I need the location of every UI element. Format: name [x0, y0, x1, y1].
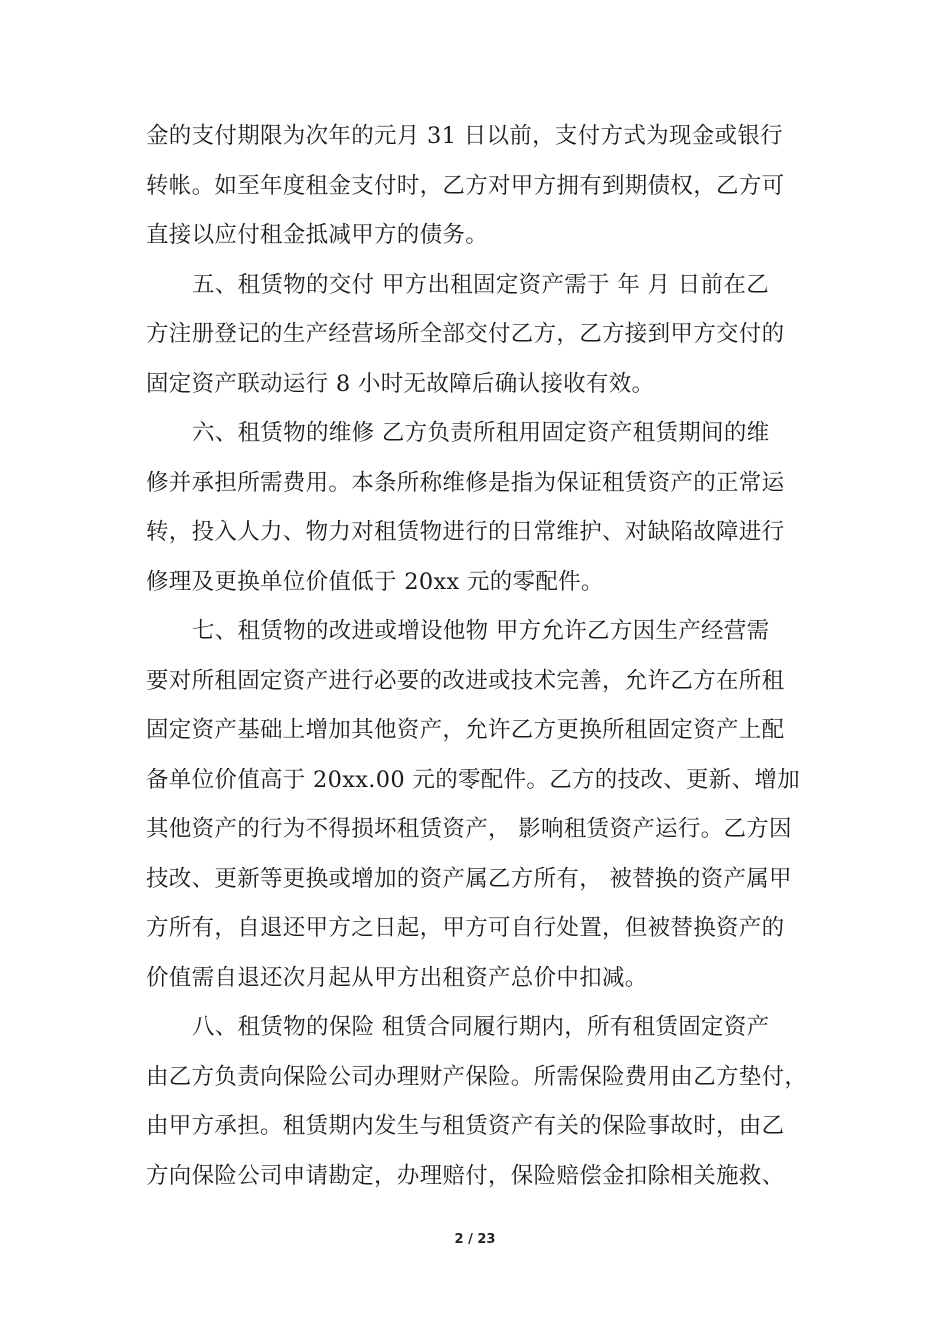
section-heading-line: 八、租赁物的保险 租赁合同履行期内，所有租赁固定资产: [192, 1014, 770, 1040]
text-line: 修并承担所需费用。本条所称维修是指为保证租赁资产的正常运: [146, 469, 785, 496]
text-line: 要对所租固定资产进行必要的改进或技术完善，允许乙方在所租: [146, 667, 785, 694]
section-heading-line: 七、租赁物的改进或增设他物 甲方允许乙方因生产经营需: [192, 618, 770, 644]
text-line: 金的支付期限为次年的元月 31 日以前，支付方式为现金或银行: [146, 123, 783, 149]
text-line: 技改、更新等更换或增加的资产属乙方所有， 被替换的资产属甲: [146, 865, 792, 892]
text-line: 转帐。如至年度租金支付时，乙方对甲方拥有到期债权，乙方可: [146, 172, 785, 199]
text-line: 价值需自退还次月起从甲方出租资产总价中扣减。: [146, 964, 648, 991]
text-line: 方向保险公司申请勘定，办理赔付，保险赔偿金扣除相关施救、: [146, 1162, 785, 1189]
section-heading-line: 五、租赁物的交付 甲方出租固定资产需于 年 月 日前在乙: [192, 271, 770, 298]
text-line: 由乙方负责向保险公司办理财产保险。所需保险费用由乙方垫付，: [146, 1063, 808, 1090]
document-body: [146, 112, 826, 1201]
text-line: 备单位价值高于 20xx.00 元的零配件。乙方的技改、更新、增加: [146, 766, 800, 793]
text-line: 由甲方承担。租赁期内发生与租赁资产有关的保险事故时，由乙: [146, 1113, 785, 1139]
text-line: 直接以应付租金抵减甲方的债务。: [146, 222, 489, 248]
text-line: 固定资产基础上增加其他资产，允许乙方更换所租固定资产上配: [146, 717, 785, 743]
page-number: 2 / 23: [454, 1232, 496, 1247]
text-line: 其他资产的行为不得损坏租赁资产， 影响租赁资产运行。乙方因: [146, 816, 792, 842]
text-line: 修理及更换单位价值低于 20xx 元的零配件。: [146, 568, 604, 595]
text-line: 方注册登记的生产经营场所全部交付乙方，乙方接到甲方交付的: [146, 321, 785, 347]
text-line: 方所有，自退还甲方之日起，甲方可自行处置，但被替换资产的: [146, 915, 785, 941]
text-line: 固定资产联动运行 8 小时无故障后确认接收有效。: [146, 370, 655, 397]
text-line: 转，投入人力、物力对租赁物进行的日常维护、对缺陷故障进行: [146, 519, 785, 545]
section-heading-line: 六、租赁物的维修 乙方负责所租用固定资产租赁期间的维: [192, 420, 770, 446]
